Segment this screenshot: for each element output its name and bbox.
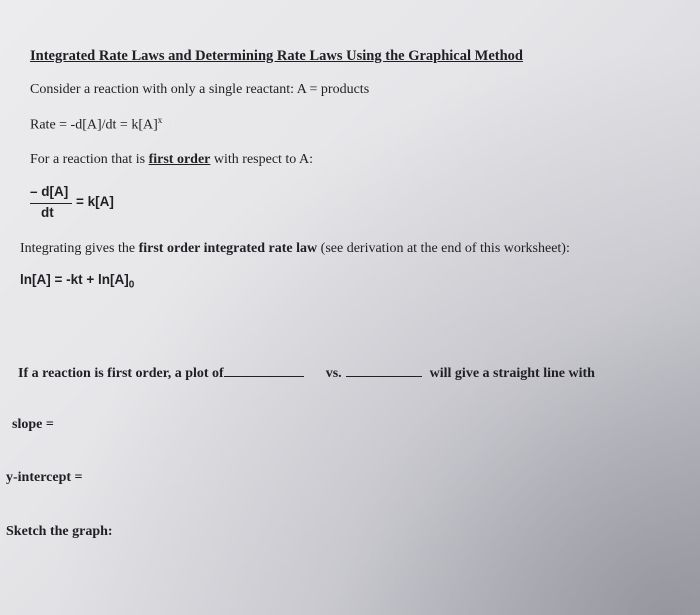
first-order-pre: For a reaction that is <box>30 152 149 167</box>
blank-x-axis[interactable] <box>346 364 422 377</box>
integrating-emphasis: first order integrated rate law <box>138 241 318 256</box>
equation-right-side: = k[A] <box>76 194 114 209</box>
first-order-post: with respect to A: <box>210 152 314 167</box>
rate-law-exponent: x <box>157 115 163 125</box>
integrated-rate-law <box>20 272 134 291</box>
plot-question-post: will give a straight line with <box>429 366 595 381</box>
integrating-pre: Integrating gives the <box>20 241 139 256</box>
integrating-statement <box>20 241 570 257</box>
fraction-denominator: dt <box>41 205 54 220</box>
first-order-emphasis: first order <box>148 152 211 167</box>
yintercept-label: y-intercept = <box>6 470 83 485</box>
sketch-label: Sketch the graph: <box>6 524 113 539</box>
slope-label: slope = <box>12 417 54 432</box>
plot-question-vs: vs. <box>325 366 342 381</box>
integrated-law-subscript: 0 <box>128 279 135 291</box>
plot-question-pre: If a reaction is first order, a plot of <box>18 366 224 381</box>
integrated-law-text: ln[A] = -kt + ln[A] <box>20 272 129 287</box>
page-title: Integrated Rate Laws and Determining Rate Laws Using the Graphical Method <box>30 48 523 64</box>
fraction-bar <box>30 203 72 204</box>
rate-law-text: Rate = -d[A]/dt = k[A] <box>30 117 158 133</box>
first-order-statement <box>30 152 313 168</box>
intro-text: Consider a reaction with only a single reactant: A = products <box>30 82 370 97</box>
integrating-post: (see derivation at the end of this worksheet): <box>317 241 570 256</box>
blank-y-axis[interactable] <box>224 364 304 377</box>
fraction-numerator: – d[A] <box>30 184 69 199</box>
rate-law <box>30 115 162 134</box>
plot-question <box>18 364 595 382</box>
